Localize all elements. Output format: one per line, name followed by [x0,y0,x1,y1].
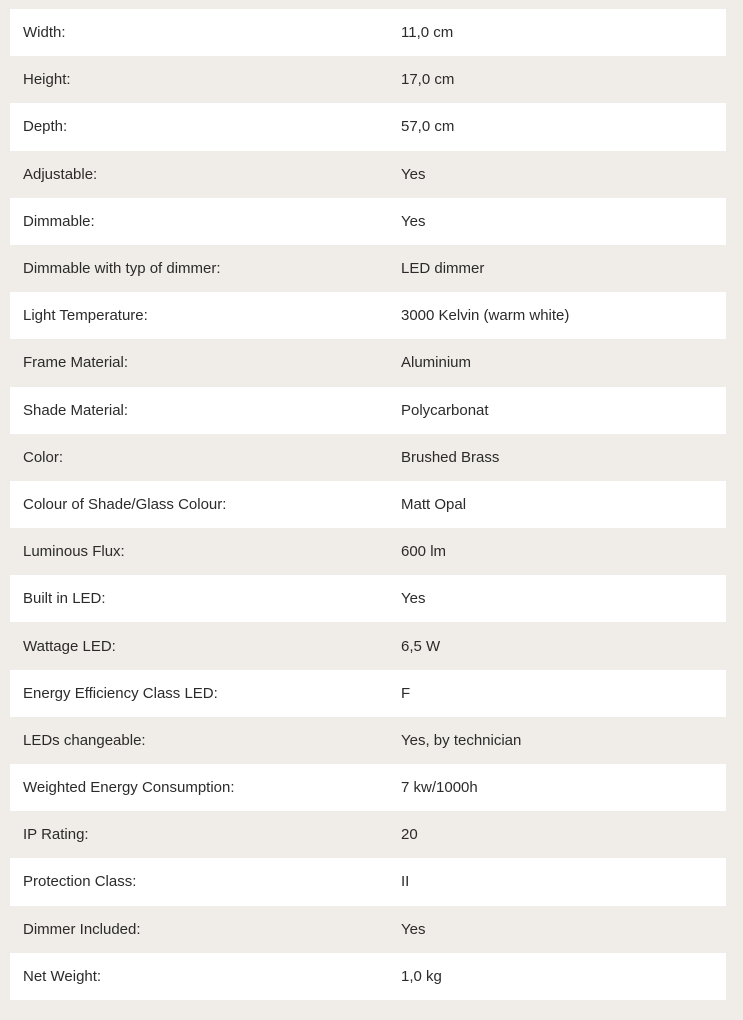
spec-value: 7 kw/1000h [401,779,478,797]
spec-row-ip-rating [10,811,726,858]
spec-label: Wattage LED: [23,637,116,655]
spec-value: Yes [401,165,426,183]
spec-label: Energy Efficiency Class LED: [23,684,218,702]
spec-row-height [10,56,726,103]
spec-label: Net Weight: [23,967,102,985]
spec-row-frame-material [10,339,726,386]
spec-row-energy-consumption [10,764,726,811]
spec-value: Matt Opal [401,495,467,513]
spec-label: Adjustable: [23,165,98,183]
spec-label: Dimmable with typ of dimmer: [23,260,221,278]
spec-label: Built in LED: [23,590,106,608]
spec-row-protection-class [10,858,726,905]
spec-label: Dimmer Included: [23,920,141,938]
spec-value: F [401,684,411,702]
spec-value: 20 [401,826,418,844]
spec-label: Width: [23,24,66,42]
spec-value: 57,0 cm [401,118,455,136]
spec-label: Depth: [23,118,68,136]
spec-value: Yes [401,920,426,938]
spec-row-dimmer-included [10,906,726,953]
spec-row-shade-colour [10,481,726,528]
spec-row-adjustable [10,151,726,198]
spec-value: Brushed Brass [401,448,500,466]
spec-label: Colour of Shade/Glass Colour: [23,495,227,513]
spec-row-leds-changeable [10,717,726,764]
spec-label: Weighted Energy Consumption: [23,779,235,797]
spec-row-dimmer-type [10,245,726,292]
spec-value: Aluminium [401,354,472,372]
spec-table [10,9,726,1000]
spec-value: 17,0 cm [401,71,455,89]
spec-label: Frame Material: [23,354,129,372]
spec-label: LEDs changeable: [23,731,146,749]
spec-row-color [10,434,726,481]
spec-value: 1,0 kg [401,967,442,985]
spec-value: 6,5 W [401,637,441,655]
spec-row-light-temperature [10,292,726,339]
spec-value: Yes [401,212,426,230]
spec-value: 3000 Kelvin (warm white) [401,307,570,325]
spec-value: 11,0 cm [401,24,454,42]
spec-label: Color: [23,448,64,466]
spec-row-wattage-led [10,622,726,669]
spec-label: Luminous Flux: [23,543,125,561]
spec-row-shade-material [10,387,726,434]
spec-label: Height: [23,71,71,89]
spec-label: Shade Material: [23,401,129,419]
spec-label: Dimmable: [23,212,95,230]
spec-row-width [10,9,726,56]
spec-value: 600 lm [401,543,447,561]
spec-row-energy-class [10,670,726,717]
spec-row-dimmable [10,198,726,245]
spec-value: II [401,873,410,891]
spec-label: IP Rating: [23,826,89,844]
spec-value: Polycarbonat [401,401,489,419]
spec-row-luminous-flux [10,528,726,575]
spec-value: Yes, by technician [401,731,522,749]
spec-row-depth [10,103,726,150]
spec-value: Yes [401,590,426,608]
spec-label: Light Temperature: [23,307,148,325]
spec-value: LED dimmer [401,260,485,278]
spec-row-built-in-led [10,575,726,622]
spec-row-net-weight [10,953,726,1000]
spec-label: Protection Class: [23,873,137,891]
